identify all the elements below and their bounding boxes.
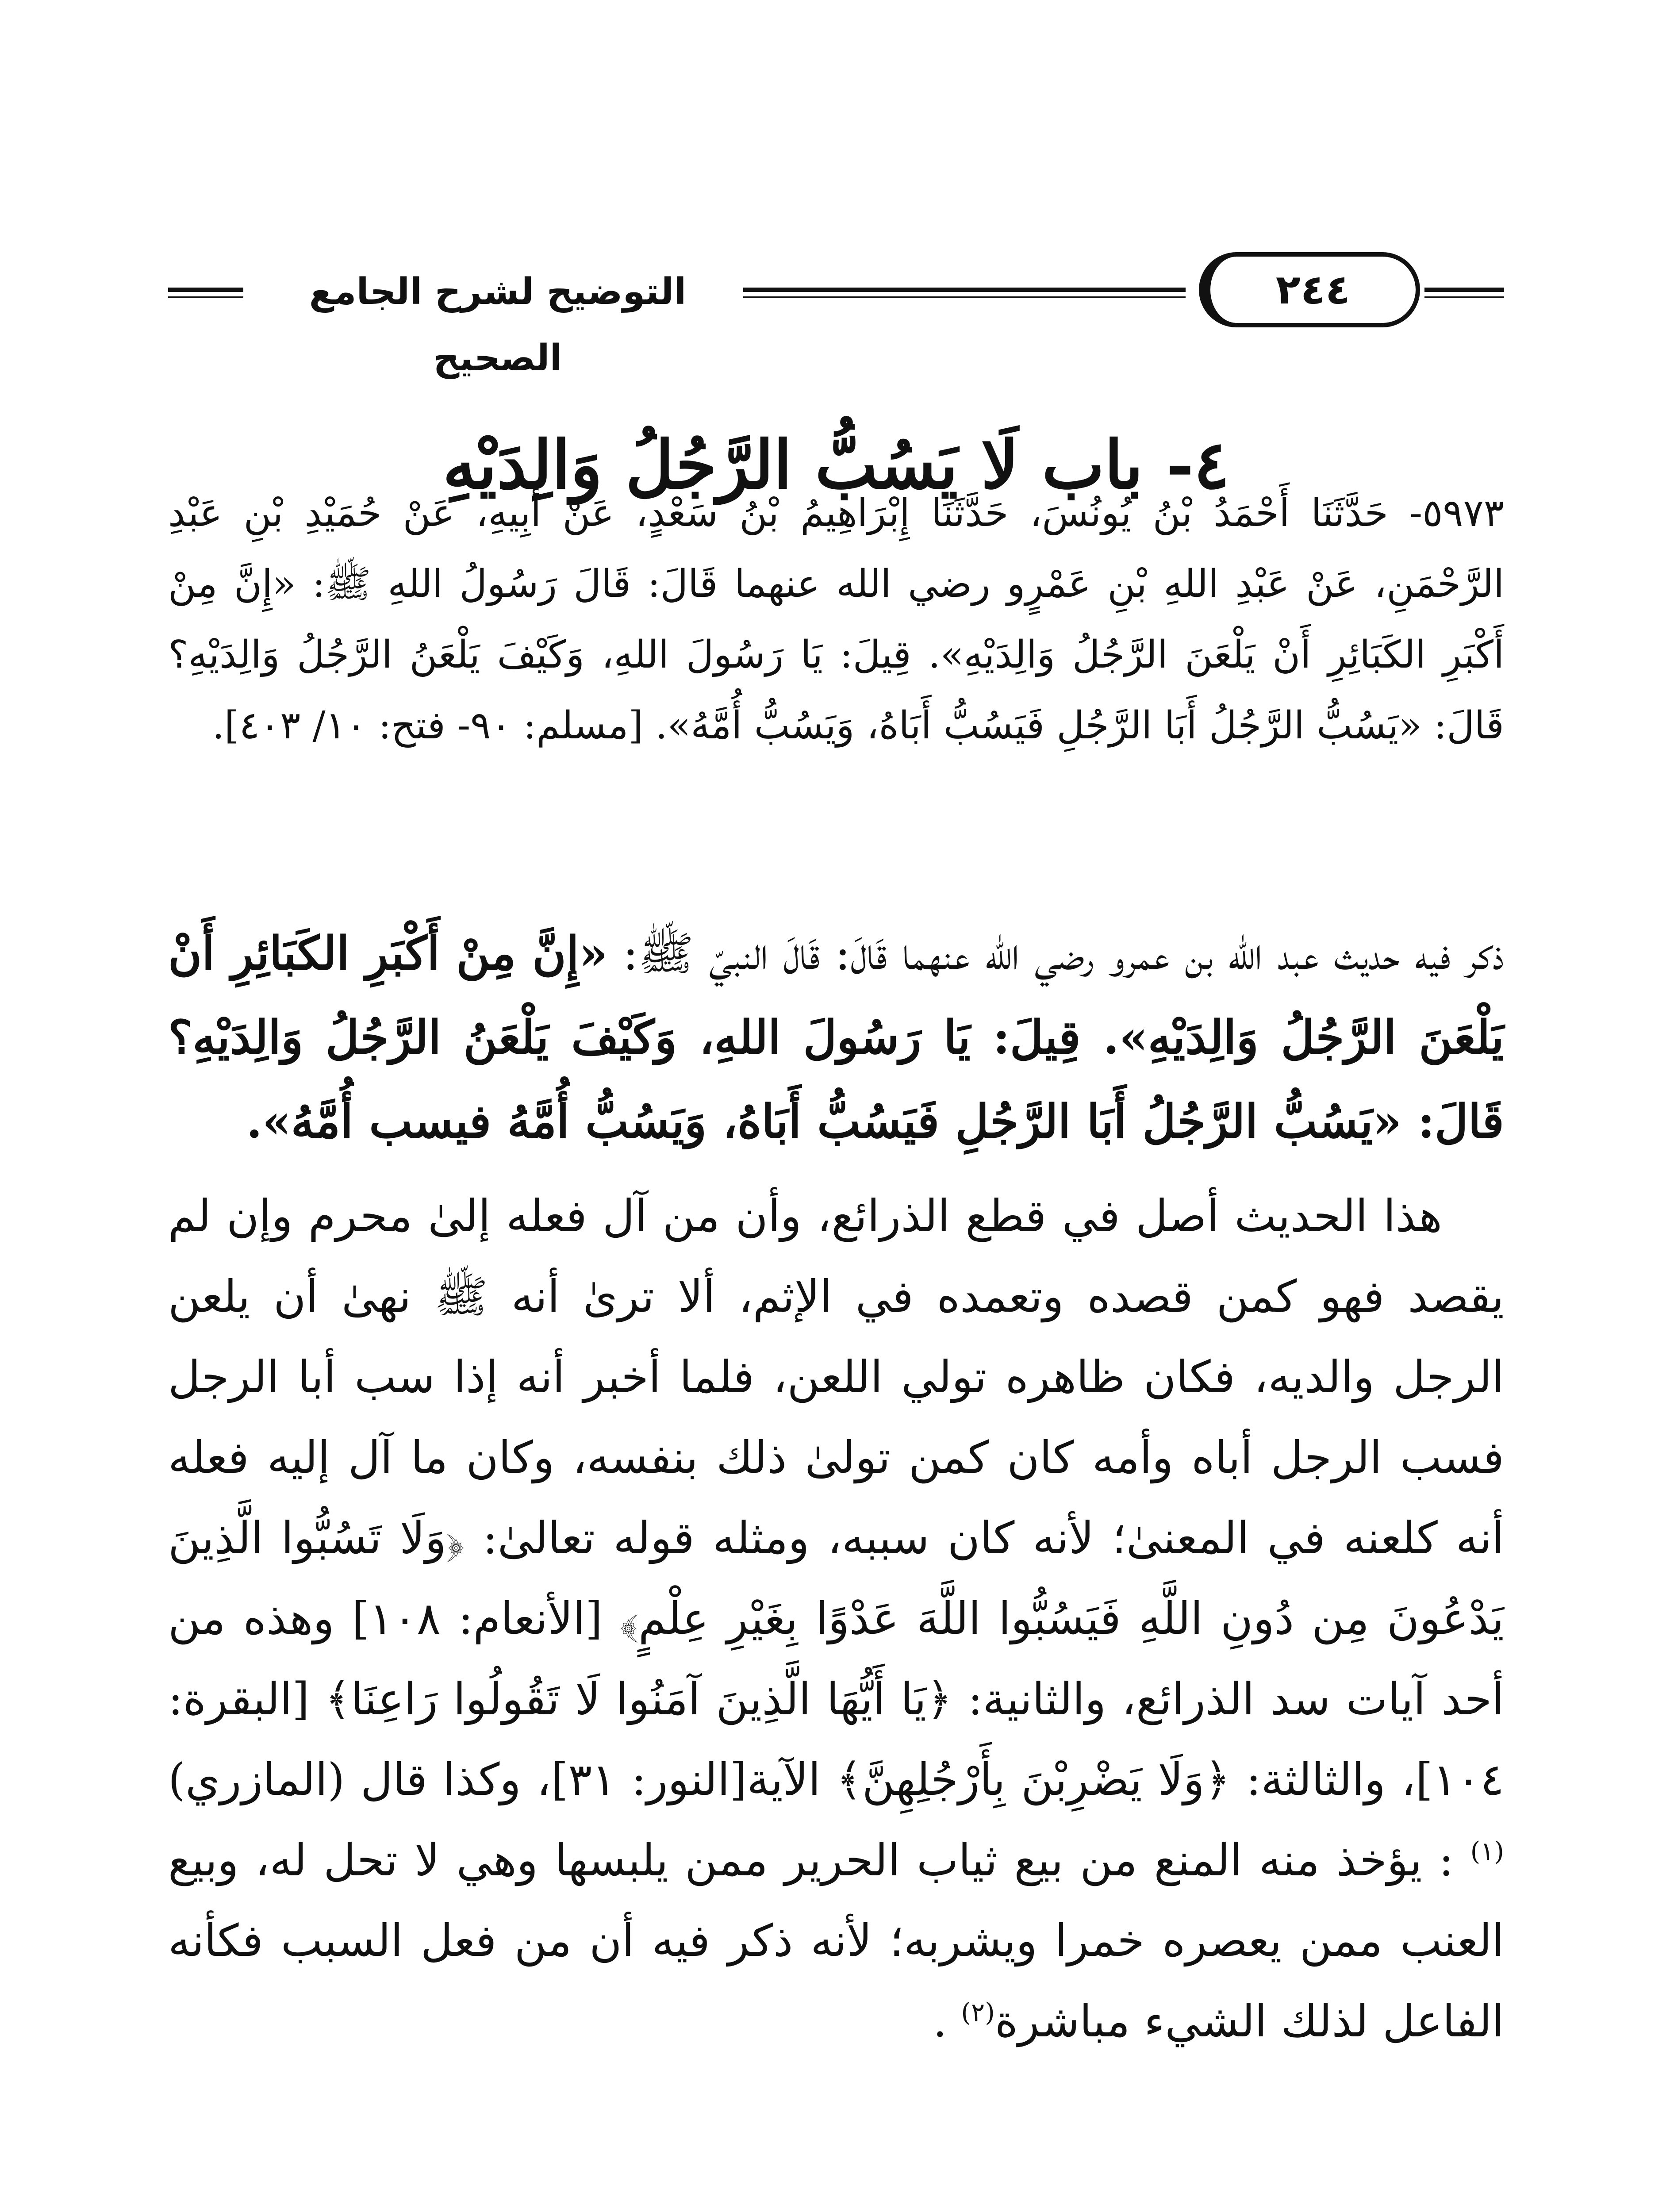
header-rule-left [168,288,243,292]
book-title: التوضيح لشرح الجامع الصحيح [309,271,687,379]
commentary-paragraph-end: . [933,1995,961,2047]
page-number-badge [1199,252,1420,327]
commentary-paragraph-continued: : يؤخذ منه المنع من بيع ثياب الحرير ممن يلبسها وهي لا تحل له، وبيع العنب ممن يعصره خمرا ويشربه؛ لأنه ذكر فيه أن من فعل السبب فكأنه الفاعل لذلك الشيء مباشرة [168,1834,1504,2047]
header-rule-middle [743,288,1186,292]
page-number: ٢٤٤ [1275,266,1351,313]
commentary-quote: «إِنَّ مِنْ أَكْبَرِ الكَبَائِرِ أَنْ يَلْعَنَ الرَّجُلُ وَالِدَيْهِ». قِيلَ: يَا رَسُولَ اللهِ، وَكَيْفَ يَلْعَنُ الرَّجُلُ وَالِدَيْهِ؟ قَالَ: «يَسُبُّ الرَّجُلُ أَبَا الرَّجُلِ فَيَسُبُّ أَبَاهُ، وَيَسُبُّ أُمَّهُ فيسب أُمَّهُ». [168,926,1504,1148]
footnote-ref-2[interactable]: (٢) [961,1997,995,2028]
footnote-ref-1[interactable]: (١) [1470,1836,1504,1866]
commentary-body [168,1176,1504,2062]
header-rule-right [1424,288,1504,292]
hadith-text: ٥٩٧٣- حَدَّثَنَا أَحْمَدُ بْنُ يُونُسَ، حَدَّثَنَا إِبْرَاهِيمُ بْنُ سَعْدٍ، عَنْ أَبِيهِ، عَنْ حُمَيْدِ بْنِ عَبْدِ الرَّحْمَنِ، عَنْ عَبْدِ اللهِ بْنِ عَمْرٍو رضي الله عنهما قَالَ: قَالَ رَسُولُ اللهِ ﷺ: «إِنَّ مِنْ أَكْبَرِ الكَبَائِرِ أَنْ يَلْعَنَ الرَّجُلُ وَالِدَيْهِ». قِيلَ: يَا رَسُولَ اللهِ، وَكَيْفَ يَلْعَنُ الرَّجُلُ وَالِدَيْهِ؟ قَالَ: «يَسُبُّ الرَّجُلُ أَبَا الرَّجُلِ فَيَسُبُّ أَبَاهُ، وَيَسُبُّ أُمَّهُ». [مسلم: ٩٠- فتح: ١٠/ ٤٠٣]. [168,491,1504,748]
chapter-title: ٤- باب لَا يَسُبُّ الرَّجُلُ وَالِدَيْهِ [442,426,1230,504]
commentary [168,911,1504,2062]
commentary-quote-paragraph [168,911,1504,1164]
commentary-intro: ذكر فيه حديث عبد الله بن عمرو رضي الله عنهما قَالَ: قَالَ النبيّ ﷺ: [607,926,1505,980]
commentary-paragraph: هذا الحديث أصل في قطع الذرائع، وأن من آل فعله إلىٰ محرم وإن لم يقصد فهو كمن قصده وتعمده في الإثم، ألا ترىٰ أنه ﷺ نهىٰ أن يلعن الرجل والديه، فكان ظاهره تولي اللعن، فلما أخبر أنه إذا سب أبا الرجل فسب الرجل أباه وأمه كان كمن تولىٰ ذلك بنفسه، وكان ما آل إليه فعله أنه كلعنه في المعنىٰ؛ لأنه كان سببه، ومثله قوله تعالىٰ: ﴿وَلَا تَسُبُّوا الَّذِينَ يَدْعُونَ مِن دُونِ اللَّهِ فَيَسُبُّوا اللَّهَ عَدْوًا بِغَيْرِ عِلْمٍ﴾ [الأنعام: ١٠٨] وهذه من أحد آيات سد الذرائع، والثانية: ﴿يَا أَيُّهَا الَّذِينَ آمَنُوا لَا تَقُولُوا رَاعِنَا﴾ [البقرة: ١٠٤]، والثالثة: ﴿وَلَا يَضْرِبْنَ بِأَرْجُلِهِنَّ﴾ الآية[النور: ٣١]، وكذا قال (المازري) [168,1190,1505,1805]
page-header [168,246,1504,379]
